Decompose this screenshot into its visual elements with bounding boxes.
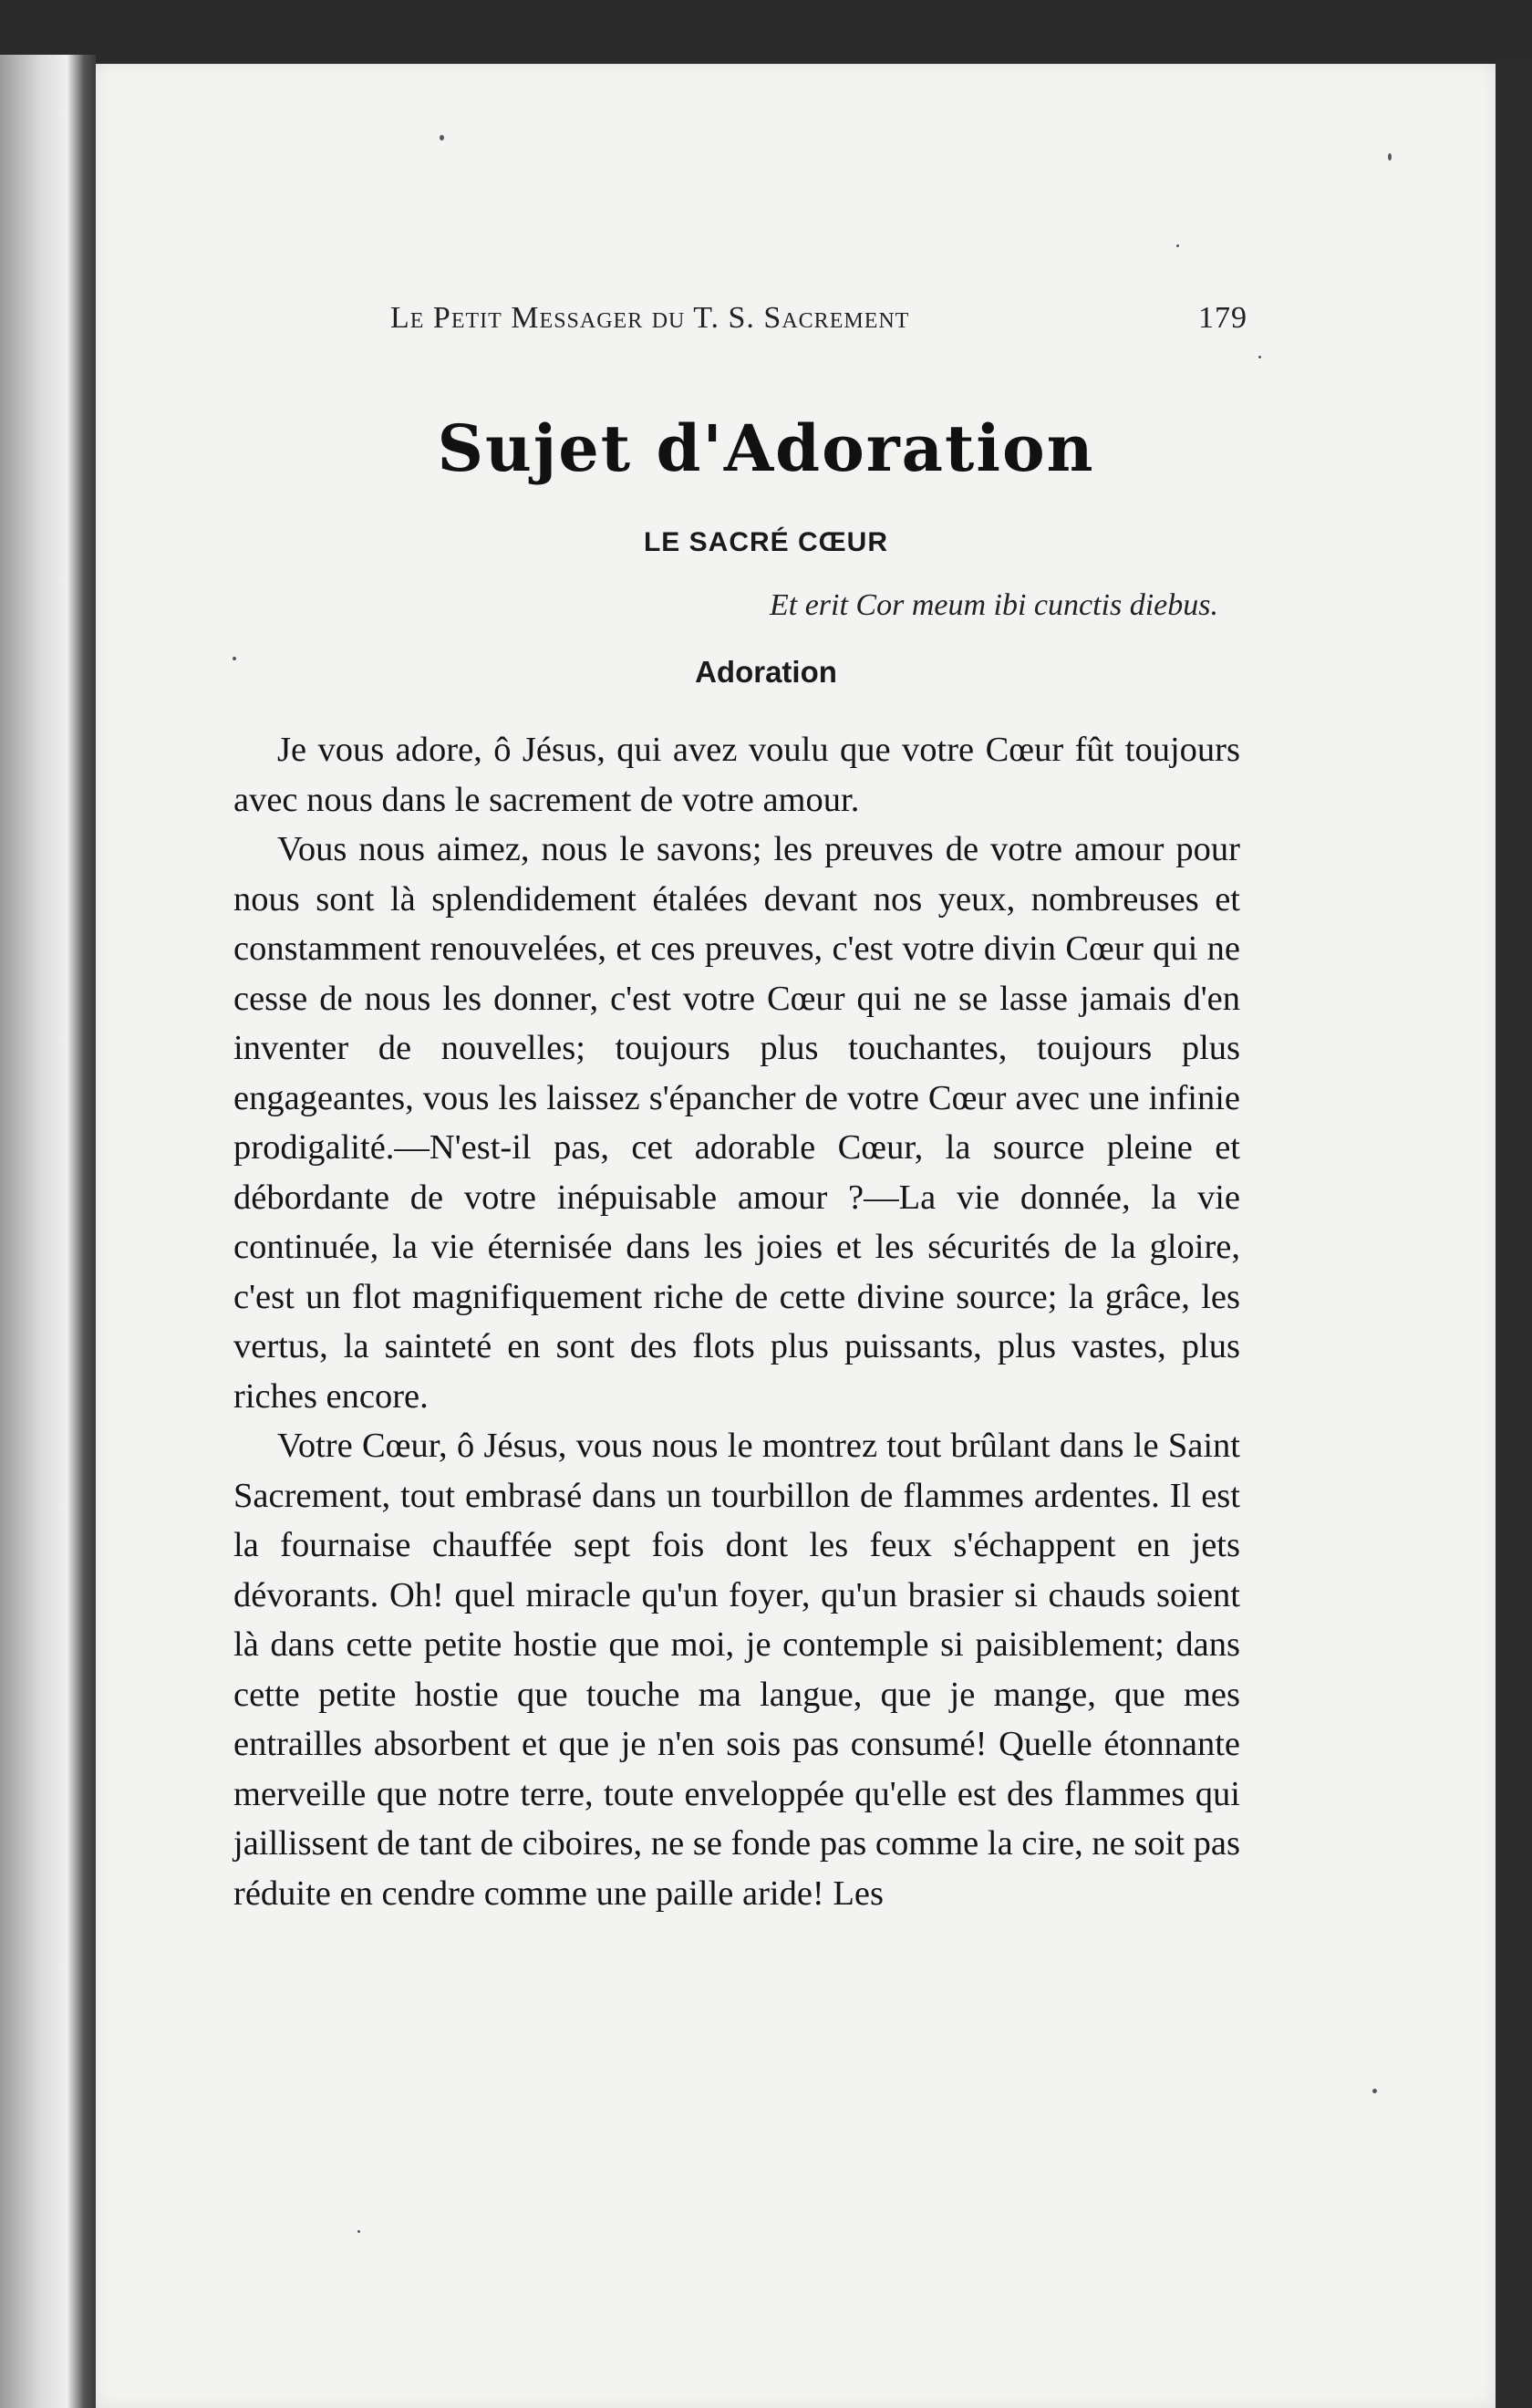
speck [233,657,236,660]
paragraph: Votre Cœur, ô Jésus, vous nous le montrez tout brûlant dans le Saint Sacrement, tout embrasé dans un tourbillon de flammes ardentes. Il est la fournaise chauffée sept fois dont les feux s'échappent en jets dévorants. Oh! quel miracle qu'un foyer, qu'un brasier si chauds soient là dans cette petite hostie que moi, je contemple si paisiblement; dans cette petite hostie que touche ma langue, que je mange, que mes entrailles absorbent et que je n'en sois pas consumé! Quelle étonnante merveille que notre terre, toute enveloppée qu'elle est des flammes qui jaillissent de tant de ciboires, ne se fonde pas comme la cire, ne soit pas réduite en cendre comme une paille aride! Les [233,1427,1240,1913]
page-gutter [0,55,96,2408]
running-head-title: Le Petit Messager du T. S. Sacrement [390,301,910,335]
paragraph: Vous nous aimez, nous le savons; les preuves de votre amour pour nous sont là splendidement étalées devant nos yeux, nombreuses et constamment renouvelées, et ces preuves, c'est votre divin Cœur qui ne cesse de nous les donner, c'est votre Cœur qui ne se lasse jamais d'en inventer de nouvelles; toujours plus touchantes, toujours plus engageantes, vous les laissez s'épancher de votre Cœur avec une infinie prodigalité.—N'est-il pas, cet adorable Cœur, la source pleine et débordante de votre inépuisable amour ?—La vie donnée, la vie continuée, la vie éternisée dans les joies et les sécurités de la gloire, c'est un flot magnifiquement riche de cette divine source; la grâce, les vertus, la sainteté en sont des flots plus puissants, plus vastes, plus riches encore. [233,830,1240,1416]
article-subtitle: LE SACRÉ CŒUR [643,527,888,557]
page-number: 179 [1198,301,1247,335]
speck [440,135,444,140]
speck [1176,244,1179,247]
running-head [290,301,1247,347]
section-heading: Adoration [695,655,837,689]
body-text [233,725,1240,1918]
speck [1258,356,1261,358]
speck [357,2230,360,2233]
speck [1372,2089,1377,2093]
scan-background-top [0,0,1532,73]
article-title: Sujet d'Adoration [437,410,1095,486]
speck [1388,153,1392,161]
paragraph: Je vous adore, ô Jésus, qui avez voulu que votre Cœur fût toujours avec nous dans le sacrement de votre amour. [233,731,1240,819]
scan-background-right [1496,55,1532,2408]
epigraph: Et erit Cor meum ibi cunctis diebus. [769,588,1218,622]
